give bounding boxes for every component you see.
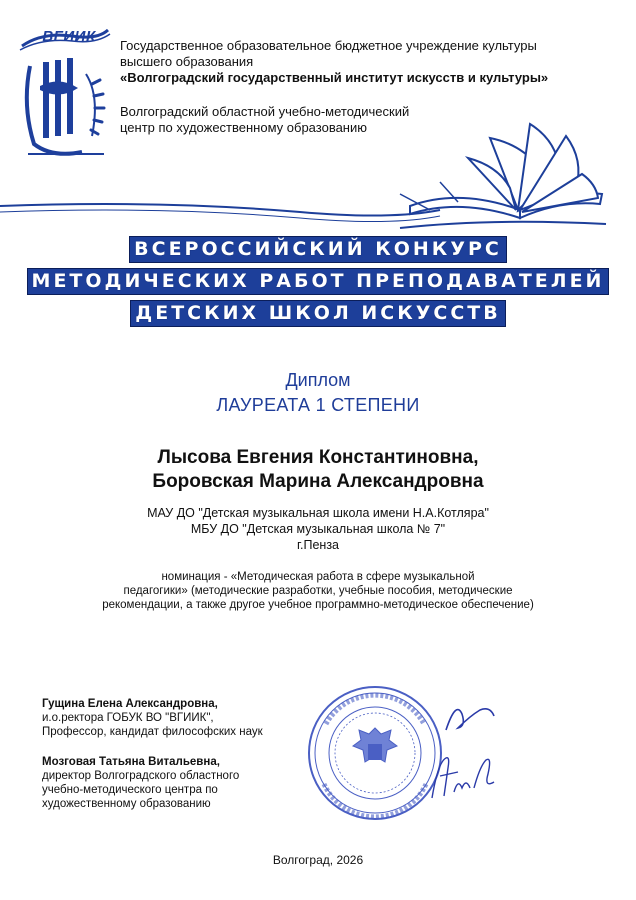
nomination-line3: рекомендации, а также другое учебное программно-методическое обеспечение)	[102, 599, 534, 611]
signatory-2-role2: учебно-методического центра по	[42, 784, 218, 796]
signatory-1-role2: Профессор, кандидат философских наук	[42, 726, 263, 738]
city: г.Пенза	[296, 538, 340, 552]
signatory-2-role3: художественному образованию	[42, 798, 211, 810]
laureate-degree: ЛАУРЕАТА 1 СТЕПЕНИ	[216, 395, 420, 415]
signatory-2-role1: директор Волгоградского областного	[42, 770, 240, 782]
school-line-1: МАУ ДО "Детская музыкальная школа имени Н.А.Котляра"	[147, 506, 489, 520]
contest-title-line3: ДЕТСКИХ ШКОЛ ИСКУССТВ	[0, 302, 636, 324]
nomination-line2: педагогики» (методические разработки, учебные пособия, методические	[123, 585, 513, 597]
recipient-name-2: Боровская Марина Александровна	[152, 471, 484, 492]
logo-wordmark: ВГИИК	[42, 28, 96, 45]
contest-title-line2: МЕТОДИЧЕСКИХ РАБОТ ПРЕПОДАВАТЕЛЕЙ	[0, 270, 636, 292]
signature-1-icon	[440, 696, 500, 736]
recipient-name-1: Лысова Евгения Константиновна,	[157, 447, 479, 468]
signature-2-icon	[424, 752, 500, 804]
signatory-1-name: Гущина Елена Александровна,	[42, 698, 218, 710]
diploma-title: Диплом	[285, 370, 351, 390]
header-center-line1: Волгоградский областной учебно-методический	[120, 104, 410, 119]
vgiik-logo-icon	[12, 26, 116, 166]
contest-title-line1: ВСЕРОССИЙСКИЙ КОНКУРС	[0, 238, 636, 260]
header-center-line2: центр по художественному образованию	[120, 120, 367, 135]
school-line-2: МБУ ДО "Детская музыкальная школа № 7"	[190, 522, 446, 536]
header-institution-line1: Государственное образовательное бюджетное учреждение культуры	[120, 38, 537, 53]
signatory-2-name: Мозговая Татьяна Витальевна,	[42, 756, 220, 768]
nomination-line1: номинация - «Методическая работа в сфере музыкальной	[161, 571, 475, 583]
signatory-1-role1: и.о.ректора ГОБУК ВО "ВГИИК",	[42, 712, 214, 724]
header-institution-name: «Волгоградский государственный институт искусств и культуры»	[120, 70, 549, 85]
place-and-date: Волгоград, 2026	[272, 853, 364, 867]
header-institution-line2: высшего образования	[120, 54, 254, 69]
open-book-icon	[370, 118, 610, 238]
